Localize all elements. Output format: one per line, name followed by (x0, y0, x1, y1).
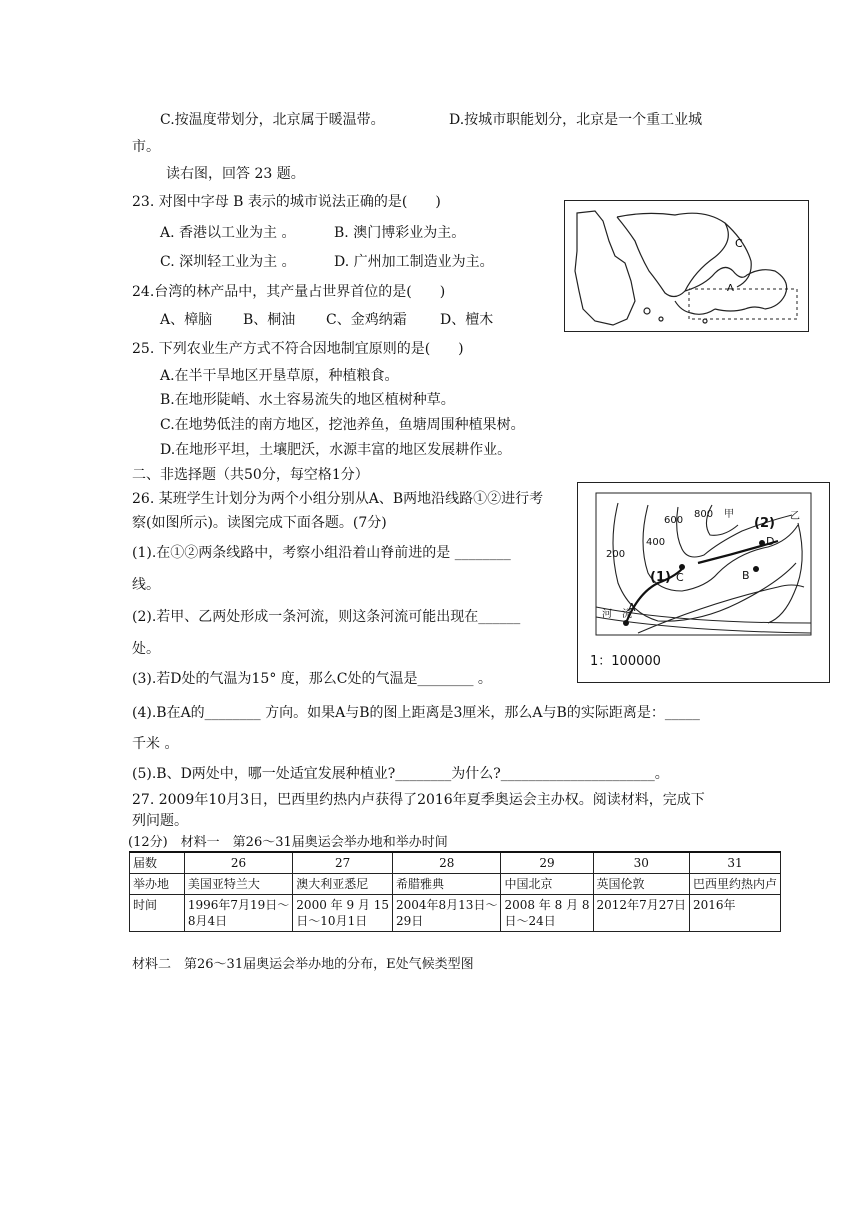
table-host-29: 中国北京 (501, 874, 593, 895)
material-one-caption: (12分) 材料一 第26～31届奥运会举办地和举办时间 (128, 835, 448, 850)
table-time-31 (689, 895, 780, 932)
q23-stem: 23. 对图中字母 B 表示的城市说法正确的是( ) (132, 194, 441, 210)
q24-option-a: A、樟脑 (160, 312, 213, 328)
q27-stem-line1: 27. 2009年10月3日，巴西里约热内卢获得了2016年夏季奥运会主办权。阅读材料，完成下 (132, 792, 705, 808)
section-heading: 二、非选择题（共50分，每空格1分） (132, 467, 369, 483)
q26-sub1: (1).在①②两条线路中，考察小组沿着山脊前进的是 ________ (132, 545, 511, 561)
route-2-label: (2) (754, 516, 775, 531)
contour-map (577, 482, 830, 683)
point-c-dot (679, 564, 685, 570)
contour-label-800: 800 (694, 509, 714, 520)
table-row (130, 852, 781, 874)
q24-stem: 24.台湾的林产品中，其产量占世界首位的是( ) (132, 284, 446, 300)
table-host-27: 澳大利亚悉尼 (293, 874, 393, 895)
time-line1: 2008 年 8 月 8 (504, 898, 590, 912)
label-b: B (742, 569, 750, 582)
q26-sub3: (3).若D处的气温为15° 度，那么C处的气温是________ 。 (132, 671, 492, 687)
q23-option-d: D. 广州加工制造业为主。 (334, 254, 494, 270)
label-d: D (766, 535, 775, 548)
table-time-label: 时间 (130, 895, 185, 932)
q22-option-d-cont: 市。 (132, 139, 160, 155)
map-scale: 1：100000 (590, 654, 661, 669)
table-time-27 (293, 895, 393, 932)
contour-label-600: 600 (664, 515, 684, 526)
time-line1: 1996年7月19日～ (187, 898, 290, 912)
q24-option-b: B、桐油 (243, 312, 296, 328)
q23-option-a: A. 香港以工业为主 。 (160, 225, 296, 241)
pearl-river-delta-map (564, 200, 809, 332)
q26-sub4: (4).B在A的________ 方向。如果A与B的图上距离是3厘米，那么A与B的实际距离是：_____ (132, 705, 700, 721)
contour-map-drawing (578, 483, 829, 645)
q25-option-d: D.在地形平坦，土壤肥沃，水源丰富的地区发展耕作业。 (160, 442, 512, 458)
table-head-cell: 届数 (130, 852, 185, 874)
q26-stem-line2: 察(如图所示)。读图完成下面各题。(7分) (132, 515, 387, 531)
q25-option-a: A.在半干旱地区开垦草原，种植粮食。 (160, 368, 399, 384)
q26-sub5: (5).B、D两处中，哪一处适宜发展种植业?________为什么?______________________。 (132, 766, 669, 782)
q22-option-c: C.按温度带划分，北京属于暖温带。 (160, 112, 385, 128)
q22-option-d: D.按城市职能划分，北京是一个重工业城 (449, 112, 703, 128)
q26-sub1-cont: 线。 (132, 577, 160, 593)
table-time-28 (393, 895, 501, 932)
table-edition-30: 30 (593, 852, 689, 874)
table-host-label: 举办地 (130, 874, 185, 895)
table-host-28: 希腊雅典 (393, 874, 501, 895)
table-row (130, 874, 781, 895)
table-time-30 (593, 895, 689, 932)
q26-sub2: (2).若甲、乙两处形成一条河流，则这条河流可能出现在______ (132, 609, 521, 625)
delta-map-drawing (565, 201, 808, 331)
time-line2: 日～10月1日 (296, 914, 368, 928)
read-map-instruction: 读右图，回答 23 题。 (166, 166, 305, 182)
time-line2: 29日 (396, 914, 424, 928)
table-host-30: 英国伦敦 (593, 874, 689, 895)
q24-option-c: C、金鸡纳霜 (326, 312, 407, 328)
time-line1: 2016年 (692, 898, 736, 912)
label-jia: 甲 (724, 509, 734, 520)
label-river: 河 流 (602, 609, 632, 620)
q23-option-c: C. 深圳轻工业为主 。 (160, 254, 296, 270)
table-row (130, 895, 781, 932)
table-host-31: 巴西里约热内卢 (689, 874, 780, 895)
contour-label-400: 400 (646, 537, 666, 548)
q26-sub4-cont: 千米 。 (132, 736, 179, 752)
q25-option-c: C.在地势低洼的南方地区，挖池养鱼，鱼塘周围种植果树。 (160, 417, 525, 433)
q26-stem-line1: 26. 某班学生计划分为两个小组分别从A、B两地沿线路①②进行考 (132, 491, 544, 507)
q23-option-b: B. 澳门博彩业为主。 (334, 225, 466, 241)
olympics-table (129, 851, 781, 932)
q25-option-b: B.在地形陡峭、水土容易流失的地区植树种草。 (160, 392, 455, 408)
time-line2: 8月4日 (187, 914, 228, 928)
q25-stem: 25. 下列农业生产方式不符合因地制宜原则的是( ) (132, 341, 464, 357)
label-c: C (676, 571, 684, 584)
delta-label-a: A (727, 283, 734, 294)
delta-label-c: C (735, 237, 743, 250)
q24-option-d: D、檀木 (440, 312, 494, 328)
point-d-dot (759, 540, 765, 546)
point-b-dot (753, 566, 759, 572)
table-edition-28: 28 (393, 852, 501, 874)
contour-label-200: 200 (606, 549, 626, 560)
time-line1: 2004年8月13日～ (396, 898, 498, 912)
route-1-label: (1) (650, 570, 671, 585)
material-two-caption: 材料二 第26～31届奥运会举办地的分布，E处气候类型图 (132, 957, 474, 972)
time-line1: 2000 年 9 月 15 (296, 898, 389, 912)
label-yi: 乙 (790, 511, 800, 522)
table-edition-29: 29 (501, 852, 593, 874)
table-time-29 (501, 895, 593, 932)
table-host-26: 美国亚特兰大 (184, 874, 292, 895)
label-a: A (628, 601, 636, 614)
q27-stem-line2: 列问题。 (132, 813, 188, 829)
time-line1: 2012年7月27日 (596, 898, 686, 912)
table-edition-31: 31 (689, 852, 780, 874)
point-a-dot (623, 620, 629, 626)
table-edition-26: 26 (184, 852, 292, 874)
table-edition-27: 27 (293, 852, 393, 874)
time-line2: 日～24日 (504, 914, 556, 928)
q26-sub2-cont: 处。 (132, 641, 160, 657)
table-time-26 (184, 895, 292, 932)
